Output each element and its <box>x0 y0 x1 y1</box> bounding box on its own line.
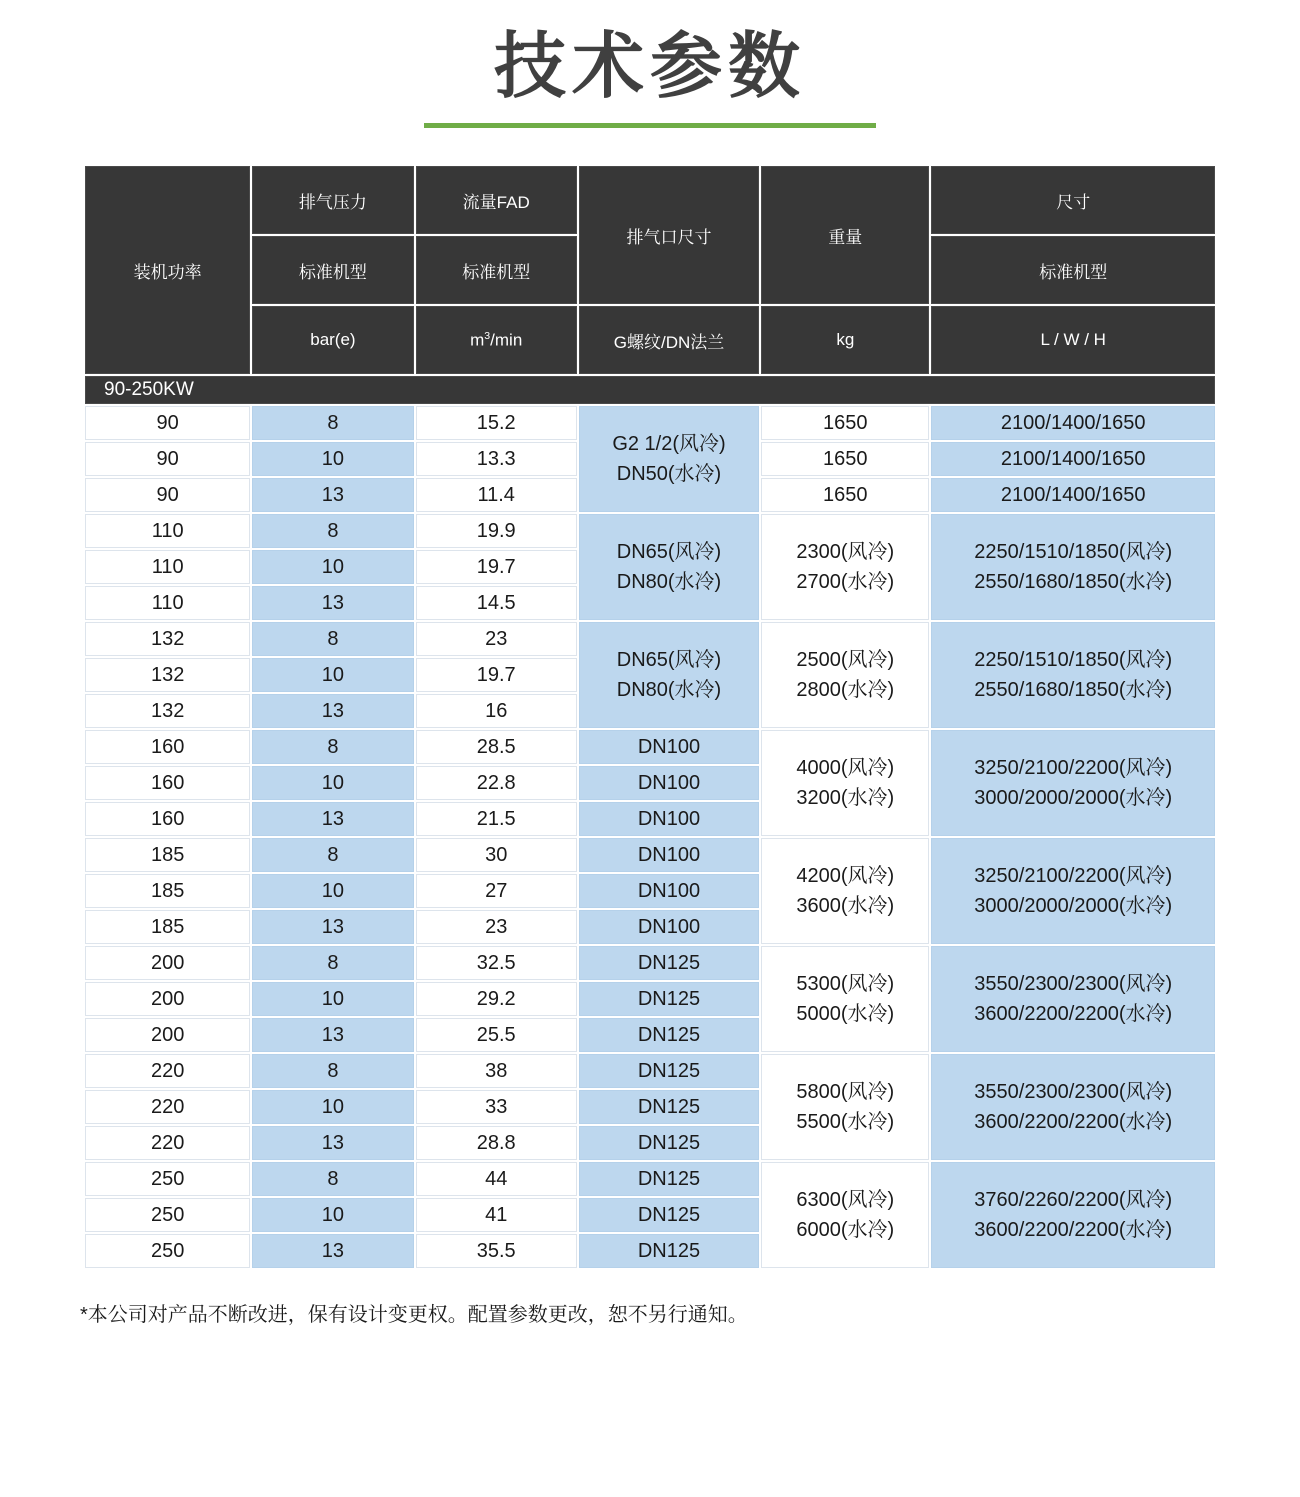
cell-weight <box>761 946 929 1052</box>
header-row-3 <box>85 306 1215 374</box>
cell-port: DN125 <box>579 1126 759 1160</box>
cell-pressure: 10 <box>252 982 413 1016</box>
cell-flow: 19.7 <box>416 658 577 692</box>
header-power: 装机功率 <box>85 166 250 374</box>
header-pressure: 排气压力 <box>252 166 413 234</box>
weight-line: 4200(风冷) <box>796 865 895 888</box>
weight-line: 2500(风冷) <box>796 649 895 672</box>
cell-port: DN125 <box>579 1162 759 1196</box>
cell-weight <box>761 1162 929 1268</box>
cell-pressure: 10 <box>252 1198 413 1232</box>
cell-power: 110 <box>85 514 250 548</box>
cell-weight <box>761 514 929 620</box>
cell-port: DN125 <box>579 1234 759 1268</box>
cell-power: 220 <box>85 1054 250 1088</box>
cell-power: 185 <box>85 838 250 872</box>
dims-line: 2250/1510/1850(风冷) <box>974 649 1173 672</box>
dims-line: 3000/2000/2000(水冷) <box>974 787 1173 810</box>
cell-flow: 30 <box>416 838 577 872</box>
cell-power: 200 <box>85 1018 250 1052</box>
cell-weight: 1650 <box>761 406 929 440</box>
cell-pressure: 13 <box>252 1126 413 1160</box>
dims-line: 2550/1680/1850(水冷) <box>974 571 1173 594</box>
cell-flow: 19.9 <box>416 514 577 548</box>
cell-port: DN100 <box>579 910 759 944</box>
cell-dims <box>931 838 1215 944</box>
cell-flow: 11.4 <box>416 478 577 512</box>
cell-power: 160 <box>85 802 250 836</box>
cell-dims <box>931 946 1215 1052</box>
cell-power: 110 <box>85 550 250 584</box>
dims-line: 3250/2100/2200(风冷) <box>974 757 1173 780</box>
cell-power: 250 <box>85 1234 250 1268</box>
cell-power: 90 <box>85 406 250 440</box>
header-weight-unit: kg <box>761 306 929 374</box>
cell-pressure: 8 <box>252 1054 413 1088</box>
weight-line: 6000(水冷) <box>796 1219 895 1242</box>
port-line: DN80(水冷) <box>616 571 722 594</box>
dims-line: 3600/2200/2200(水冷) <box>974 1219 1173 1242</box>
cell-weight: 1650 <box>761 442 929 476</box>
cell-flow: 19.7 <box>416 550 577 584</box>
cell-dims: 2100/1400/1650 <box>931 442 1215 476</box>
cell-flow: 35.5 <box>416 1234 577 1268</box>
cell-power: 160 <box>85 730 250 764</box>
cell-dims <box>931 514 1215 620</box>
cell-pressure: 8 <box>252 946 413 980</box>
header-flow: 流量FAD <box>416 166 577 234</box>
table-row <box>85 946 1215 980</box>
cell-pressure: 13 <box>252 1234 413 1268</box>
cell-port <box>579 406 759 512</box>
cell-pressure: 13 <box>252 910 413 944</box>
cell-pressure: 8 <box>252 406 413 440</box>
weight-line: 5300(风冷) <box>796 973 895 996</box>
cell-pressure: 13 <box>252 478 413 512</box>
cell-power: 185 <box>85 874 250 908</box>
cell-power: 132 <box>85 622 250 656</box>
cell-power: 200 <box>85 946 250 980</box>
header-flow-model: 标准机型 <box>416 236 577 304</box>
cell-power: 160 <box>85 766 250 800</box>
cell-dims: 2100/1400/1650 <box>931 406 1215 440</box>
weight-line: 2300(风冷) <box>796 541 895 564</box>
cell-power: 200 <box>85 982 250 1016</box>
header-pressure-model: 标准机型 <box>252 236 413 304</box>
dims-line: 3250/2100/2200(风冷) <box>974 865 1173 888</box>
cell-dims <box>931 1054 1215 1160</box>
cell-flow: 28.8 <box>416 1126 577 1160</box>
header-dims-unit: L / W / H <box>931 306 1215 374</box>
cell-pressure: 13 <box>252 586 413 620</box>
table-row <box>85 730 1215 764</box>
cell-pressure: 13 <box>252 694 413 728</box>
cell-flow: 23 <box>416 910 577 944</box>
header-row-1 <box>85 166 1215 234</box>
cell-weight <box>761 730 929 836</box>
section-row <box>85 376 1215 404</box>
cell-pressure: 13 <box>252 802 413 836</box>
cell-flow: 41 <box>416 1198 577 1232</box>
cell-flow: 44 <box>416 1162 577 1196</box>
port-line: DN65(风冷) <box>616 649 722 672</box>
weight-line: 3200(水冷) <box>796 787 895 810</box>
cell-pressure: 8 <box>252 514 413 548</box>
spec-table <box>83 164 1217 1270</box>
cell-weight <box>761 622 929 728</box>
table-row <box>85 1054 1215 1088</box>
cell-pressure: 13 <box>252 1018 413 1052</box>
flow-unit-rest: /min <box>490 330 523 350</box>
dims-line: 3550/2300/2300(风冷) <box>974 973 1173 996</box>
cell-pressure: 10 <box>252 442 413 476</box>
flow-unit-superscript: 3 <box>484 329 491 342</box>
dims-line: 2250/1510/1850(风冷) <box>974 541 1173 564</box>
cell-flow: 13.3 <box>416 442 577 476</box>
cell-flow: 14.5 <box>416 586 577 620</box>
table-row <box>85 514 1215 548</box>
header-port: 排气口尺寸 <box>579 166 759 304</box>
flow-unit-base: m <box>470 330 485 350</box>
header-port-unit: G螺纹/DN法兰 <box>579 306 759 374</box>
cell-port <box>579 514 759 620</box>
port-line: DN65(风冷) <box>616 541 722 564</box>
cell-flow: 29.2 <box>416 982 577 1016</box>
cell-port: DN100 <box>579 730 759 764</box>
weight-line: 5000(水冷) <box>796 1003 895 1026</box>
weight-line: 5500(水冷) <box>796 1111 895 1134</box>
cell-port: DN100 <box>579 802 759 836</box>
cell-flow: 27 <box>416 874 577 908</box>
cell-pressure: 10 <box>252 658 413 692</box>
cell-pressure: 8 <box>252 730 413 764</box>
weight-line: 3600(水冷) <box>796 895 895 918</box>
cell-weight <box>761 838 929 944</box>
title-underline <box>424 123 876 128</box>
cell-power: 185 <box>85 910 250 944</box>
cell-dims <box>931 730 1215 836</box>
cell-power: 220 <box>85 1126 250 1160</box>
cell-port: DN125 <box>579 1090 759 1124</box>
cell-flow: 38 <box>416 1054 577 1088</box>
dims-line: 3600/2200/2200(水冷) <box>974 1111 1173 1134</box>
cell-power: 90 <box>85 478 250 512</box>
page-title: 技术参数 <box>493 27 806 107</box>
dims-line: 3000/2000/2000(水冷) <box>974 895 1173 918</box>
port-line: DN80(水冷) <box>616 679 722 702</box>
dims-line: 3600/2200/2200(水冷) <box>974 1003 1173 1026</box>
cell-power: 132 <box>85 694 250 728</box>
cell-power: 250 <box>85 1198 250 1232</box>
footnote: *本公司对产品不断改进，保有设计变更权。配置参数更改，恕不另行通知。 <box>80 1304 748 1327</box>
cell-port: DN125 <box>579 982 759 1016</box>
cell-weight <box>761 1054 929 1160</box>
cell-flow: 25.5 <box>416 1018 577 1052</box>
header-flow-unit <box>416 306 577 374</box>
cell-pressure: 8 <box>252 838 413 872</box>
weight-line: 2800(水冷) <box>796 679 895 702</box>
cell-power: 90 <box>85 442 250 476</box>
cell-flow: 23 <box>416 622 577 656</box>
cell-port: DN100 <box>579 838 759 872</box>
cell-power: 110 <box>85 586 250 620</box>
port-line: DN50(水冷) <box>616 463 722 486</box>
dims-line: 2550/1680/1850(水冷) <box>974 679 1173 702</box>
weight-line: 5800(风冷) <box>796 1081 895 1104</box>
cell-power: 132 <box>85 658 250 692</box>
table-row <box>85 622 1215 656</box>
table-body <box>85 376 1215 1268</box>
cell-flow: 22.8 <box>416 766 577 800</box>
cell-pressure: 10 <box>252 1090 413 1124</box>
cell-flow: 15.2 <box>416 406 577 440</box>
cell-pressure: 10 <box>252 766 413 800</box>
cell-dims: 2100/1400/1650 <box>931 478 1215 512</box>
cell-pressure: 10 <box>252 874 413 908</box>
cell-flow: 28.5 <box>416 730 577 764</box>
cell-flow: 21.5 <box>416 802 577 836</box>
cell-power: 220 <box>85 1090 250 1124</box>
cell-port: DN100 <box>579 874 759 908</box>
weight-line: 6300(风冷) <box>796 1189 895 1212</box>
cell-pressure: 8 <box>252 1162 413 1196</box>
table-row <box>85 406 1215 440</box>
header-weight: 重量 <box>761 166 929 304</box>
cell-power: 250 <box>85 1162 250 1196</box>
port-line: G2 1/2(风冷) <box>612 433 726 456</box>
cell-port: DN125 <box>579 946 759 980</box>
cell-port: DN100 <box>579 766 759 800</box>
header-dims: 尺寸 <box>931 166 1215 234</box>
cell-port: DN125 <box>579 1018 759 1052</box>
cell-pressure: 10 <box>252 550 413 584</box>
cell-port: DN125 <box>579 1054 759 1088</box>
cell-dims <box>931 1162 1215 1268</box>
cell-weight: 1650 <box>761 478 929 512</box>
cell-flow: 32.5 <box>416 946 577 980</box>
header-dims-model: 标准机型 <box>931 236 1215 304</box>
cell-port: DN125 <box>579 1198 759 1232</box>
cell-pressure: 8 <box>252 622 413 656</box>
section-label: 90-250KW <box>85 376 1215 404</box>
dims-line: 3760/2260/2200(风冷) <box>974 1189 1173 1212</box>
table-row <box>85 838 1215 872</box>
cell-port <box>579 622 759 728</box>
cell-dims <box>931 622 1215 728</box>
dims-line: 3550/2300/2300(风冷) <box>974 1081 1173 1104</box>
cell-flow: 16 <box>416 694 577 728</box>
cell-flow: 33 <box>416 1090 577 1124</box>
weight-line: 4000(风冷) <box>796 757 895 780</box>
table-row <box>85 1162 1215 1196</box>
table-header <box>85 166 1215 374</box>
weight-line: 2700(水冷) <box>796 571 895 594</box>
header-pressure-unit: bar(e) <box>252 306 413 374</box>
